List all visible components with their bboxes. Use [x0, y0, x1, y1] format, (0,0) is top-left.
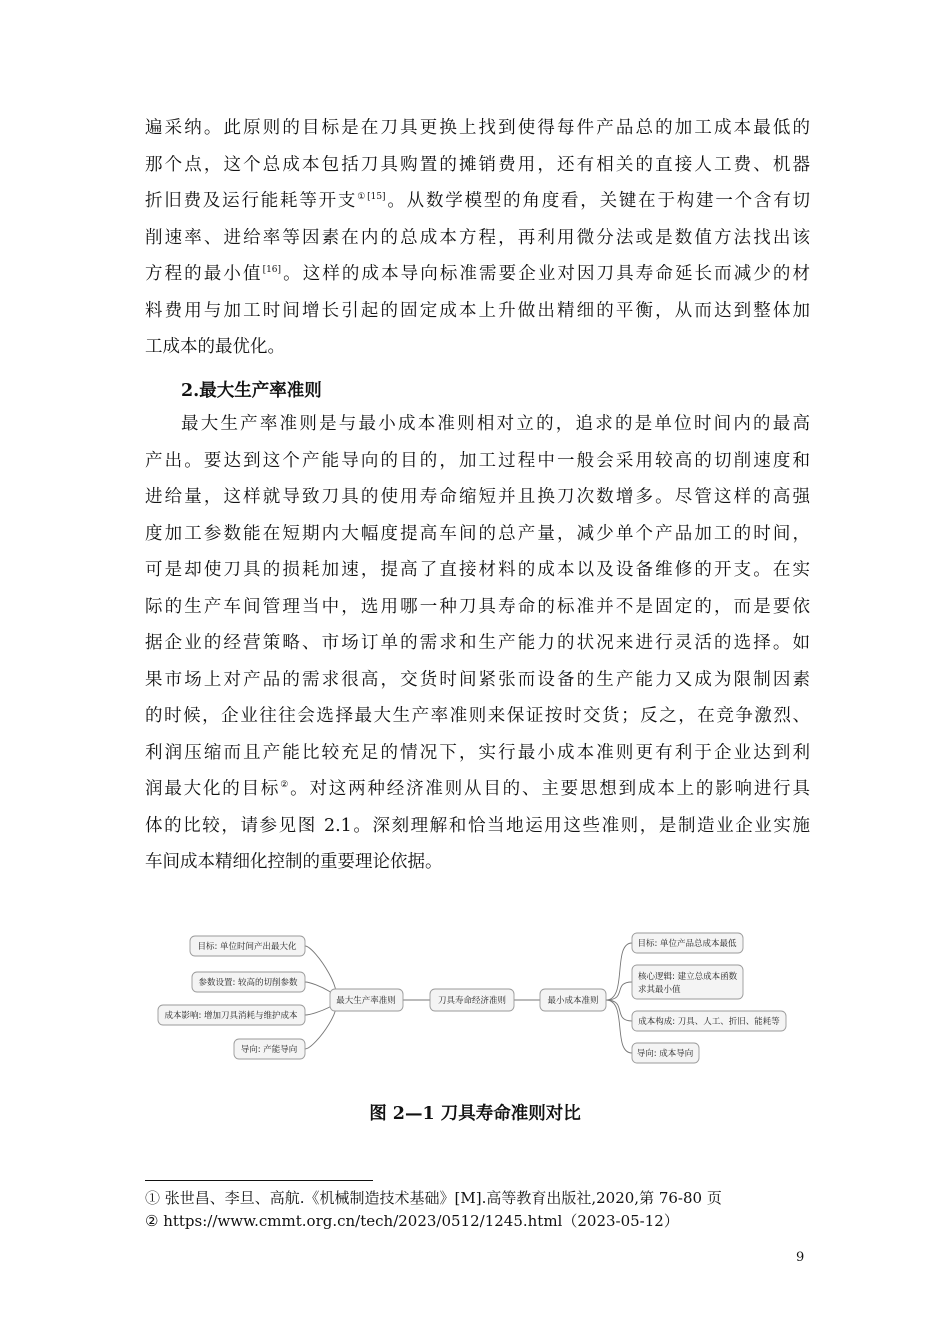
mindmap-node-left-goal: [190, 936, 305, 956]
svg-text:最小成本准则: 最小成本准则: [547, 996, 599, 1006]
paragraph-min-cost-continued: [145, 110, 810, 366]
citation-ref[interactable]: ①[15]: [357, 192, 386, 202]
text-line: 度加工参数能在短期内大幅度提高车间的总产量，减少单个产品加工的时间，: [145, 523, 810, 544]
section-heading: 2.最大生产率准则: [181, 381, 322, 401]
text-line: 的时候，企业往往会选择最大生产率准则来保证按时交货；反之，在竞争激烈、: [145, 706, 810, 726]
mindmap-node-center: [430, 989, 514, 1011]
mindmap-node-min-cost: [540, 989, 606, 1011]
footnote-2[interactable]: ② https://www.cmmt.org.cn/tech/2023/0512/1245.html（2023-05-12）: [145, 1212, 679, 1230]
svg-text:核心逻辑: 建立总成本函数: 核心逻辑: 建立总成本函数: [638, 972, 738, 982]
footnote-divider: [145, 1180, 373, 1181]
text-line: 料费用与加工时间增长引起的固定成本上升做出精细的平衡，从而达到整体加: [145, 300, 810, 321]
text-line: 削速率、进给率等因素在内的总成本方程，再利用微分法或是数值方法找出该: [145, 227, 810, 248]
edge: [606, 982, 632, 1000]
figure-caption: 图 2—1 刀具寿命准则对比: [369, 1104, 581, 1124]
footnote-1: ① 张世昌、李旦、高航.《机械制造技术基础》[M].高等教育出版社,2020,第 76-80 页: [145, 1189, 722, 1207]
mindmap-node-right-logic: [632, 965, 743, 999]
svg-text:刀具寿命经济准则: 刀具寿命经济准则: [437, 996, 507, 1006]
text-line: 工成本的最优化。: [145, 337, 285, 357]
svg-text:最大生产率准则: 最大生产率准则: [336, 996, 396, 1006]
mindmap-node-right-orientation: [632, 1043, 699, 1063]
svg-text:导向: 成本导向: 导向: 成本导向: [636, 1049, 694, 1059]
svg-text:求其最小值: 求其最小值: [638, 985, 681, 995]
mindmap-node-right-composition: [632, 1011, 786, 1031]
mindmap-node-max-productivity: [330, 989, 403, 1011]
text-line: 那个点，这个总成本包括刀具购置的摊销费用，还有相关的直接人工费、机器: [145, 154, 810, 175]
text-line: 体的比较，请参见图 2.1。深刻理解和恰当地运用这些准则，是制造业企业实施: [145, 815, 810, 836]
paragraph-max-productivity: [145, 406, 810, 881]
mindmap-node-right-goal: [632, 933, 743, 953]
svg-text:成本影响: 增加刀具消耗与维护成本: 成本影响: 增加刀具消耗与维护成本: [164, 1011, 298, 1021]
mindmap-node-left-orientation: [234, 1039, 305, 1059]
text-line: 果市场上对产品的需求很高，交货时间紧张而设备的生产能力又成为限制因素: [145, 669, 810, 690]
text-line: 车间成本精细化控制的重要理论依据。: [145, 852, 443, 872]
citation-ref[interactable]: [16]: [262, 265, 282, 275]
mindmap-diagram: [150, 925, 800, 1075]
citation-ref[interactable]: ②: [280, 780, 291, 790]
text-line: 遍采纳。此原则的目标是在刀具更换上找到使得每件产品总的加工成本最低的: [145, 118, 810, 138]
text-line: 产出。要达到这个产能导向的目的，加工过程中一般会采用较高的切削速度和: [145, 450, 810, 471]
text-line: 方程的最小值[16]。这样的成本导向标准需要企业对因刀具寿命延长而减少的材: [145, 264, 811, 284]
svg-text:目标: 单位产品总成本最低: 目标: 单位产品总成本最低: [637, 939, 737, 949]
svg-text:成本构成: 刀具、人工、折旧、能耗等: 成本构成: 刀具、人工、折旧、能耗等: [638, 1017, 780, 1027]
text-line: 进给量，这样就导致刀具的使用寿命缩短并且换刀次数增多。尽管这样的高强: [145, 487, 810, 507]
text-line: 可是却使刀具的损耗加速，提高了直接材料的成本以及设备维修的开支。在实: [145, 560, 810, 580]
svg-text:参数设置: 较高的切削参数: 参数设置: 较高的切削参数: [198, 978, 298, 988]
text-line: 际的生产车间管理当中，选用哪一种刀具寿命的标准并不是固定的，而是要依: [145, 596, 810, 617]
page-number: 9: [796, 1250, 805, 1265]
svg-text:导向: 产能导向: 导向: 产能导向: [240, 1045, 298, 1055]
text-line: 据企业的经营策略、市场订单的需求和生产能力的状况来进行灵活的选择。如: [145, 633, 810, 653]
text-line: 折旧费及运行能耗等开支$^{①[15]}$。从数学模型的角度看，关键在于构建一个含有切: [145, 191, 811, 211]
text-line: 润最大化的目标②。对这两种经济准则从目的、主要思想到成本上的影响进行具: [145, 779, 810, 799]
mindmap-node-left-params: [192, 972, 305, 992]
edge: [606, 943, 632, 1000]
svg-text:目标: 单位时间产出最大化: 目标: 单位时间产出最大化: [197, 942, 297, 952]
text-line: 利润压缩而且产能比较充足的情况下，实行最小成本准则更有利于企业达到利: [145, 742, 810, 763]
text-line: 最大生产率准则是与最小成本准则相对立的，追求的是单位时间内的最高: [181, 414, 810, 434]
mindmap-node-left-cost-impact: [158, 1005, 305, 1025]
